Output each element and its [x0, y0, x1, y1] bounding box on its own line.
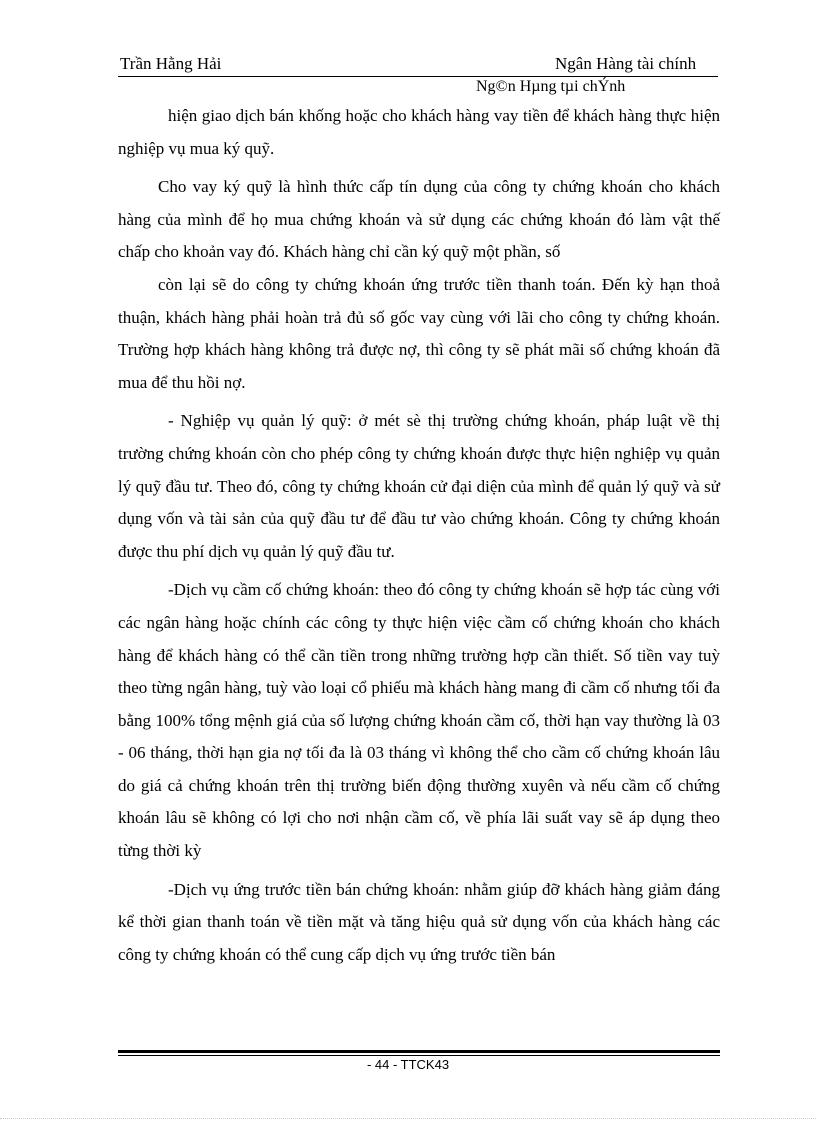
paragraph-pledge-service: -Dịch vụ cầm cố chứng khoán: theo đó công ty chứng khoán sẽ hợp tác cùng với các ngân hàng hoặc chính các công ty thực hiện việc cầm cố chứng khoán cho khách hàng để khách hàng có thể cần tiền trong những trường hợp cần thiết. Số tiền vay tuỳ theo từng ngân hàng, tuỳ vào loại cổ phiếu mà khách hàng mang đi cầm cố nhưng tối đa bằng 100% tổng mệnh giá của số lượng chứng khoán cầm cố, thời hạn vay thường là 03 - 06 tháng, thời hạn gia nợ tối đa là 03 tháng vì không thể cho cầm cố chứng khoán lâu do giá cả chứng khoán trên thị trường biến động thường xuyên và nếu cầm cố chứng khoán lâu sẽ không có lợi cho nơi nhận cầm cố, về phía lãi suất vay sẽ áp dụng theo từng thời kỳ	[118, 580, 720, 861]
header-divider	[118, 76, 718, 77]
header-subject: Ngân Hàng tài chính	[555, 54, 697, 73]
paragraph-advance-service: -Dịch vụ ứng trước tiền bán chứng khoán: nhằm giúp đỡ khách hàng giảm đáng kể thời gian thanh toán về tiền mặt và tăng hiệu quả sử dụng vốn của khách hàng các công ty chứng khoán có thể cung cấp dịch vụ ứng trước tiền bán	[118, 879, 720, 964]
page-edge	[0, 1118, 816, 1119]
footer-divider-thick	[118, 1050, 720, 1053]
paragraph-margin-lending-cont: còn lại sẽ do công ty chứng khoán ứng trước tiền thanh toán. Đến kỳ hạn thoả thuận, khách hàng phải hoàn trả đủ số gốc vay cùng với lãi cho công ty chứng khoán. Trường hợp khách hàng không trả được nợ, thì công ty sẽ phát mãi số chứng khoán đã mua để thu hồi nợ.	[118, 274, 720, 392]
header-subject-garbled: Ng©n Hµng tµi chÝnh	[476, 78, 626, 95]
document-body	[118, 100, 720, 971]
header-author: Trần Hằng Hải	[120, 54, 222, 73]
paragraph-continuation: hiện giao dịch bán khống hoặc cho khách hàng vay tiền để khách hàng thực hiện nghiệp vụ mua ký quỹ.	[118, 106, 720, 158]
paragraph-margin-lending: Cho vay ký quỹ là hình thức cấp tín dụng của công ty chứng khoán cho khách hàng của mình để họ mua chứng khoán và sử dụng các chứng khoán đó làm vật thế chấp cho khoản vay đó. Khách hàng chỉ cần ký quỹ một phần, số	[118, 177, 720, 262]
footer-divider-thin	[118, 1055, 720, 1056]
page-number: - 44 - TTCK43	[366, 1057, 450, 1072]
paragraph-fund-management: - Nghiệp vụ quản lý quỹ: ở mét sè thị trường chứng khoán, pháp luật về thị trường chứng khoán còn cho phép công ty chứng khoán được thực hiện nghiệp vụ quản lý quỹ đầu tư. Theo đó, công ty chứng khoán cử đại diện của mình để quản lý quỹ và sử dụng vốn và tài sản của quỹ đầu tư để đầu tư vào chứng khoán. Công ty chứng khoán được thu phí dịch vụ quản lý quỹ đầu tư.	[118, 411, 720, 561]
